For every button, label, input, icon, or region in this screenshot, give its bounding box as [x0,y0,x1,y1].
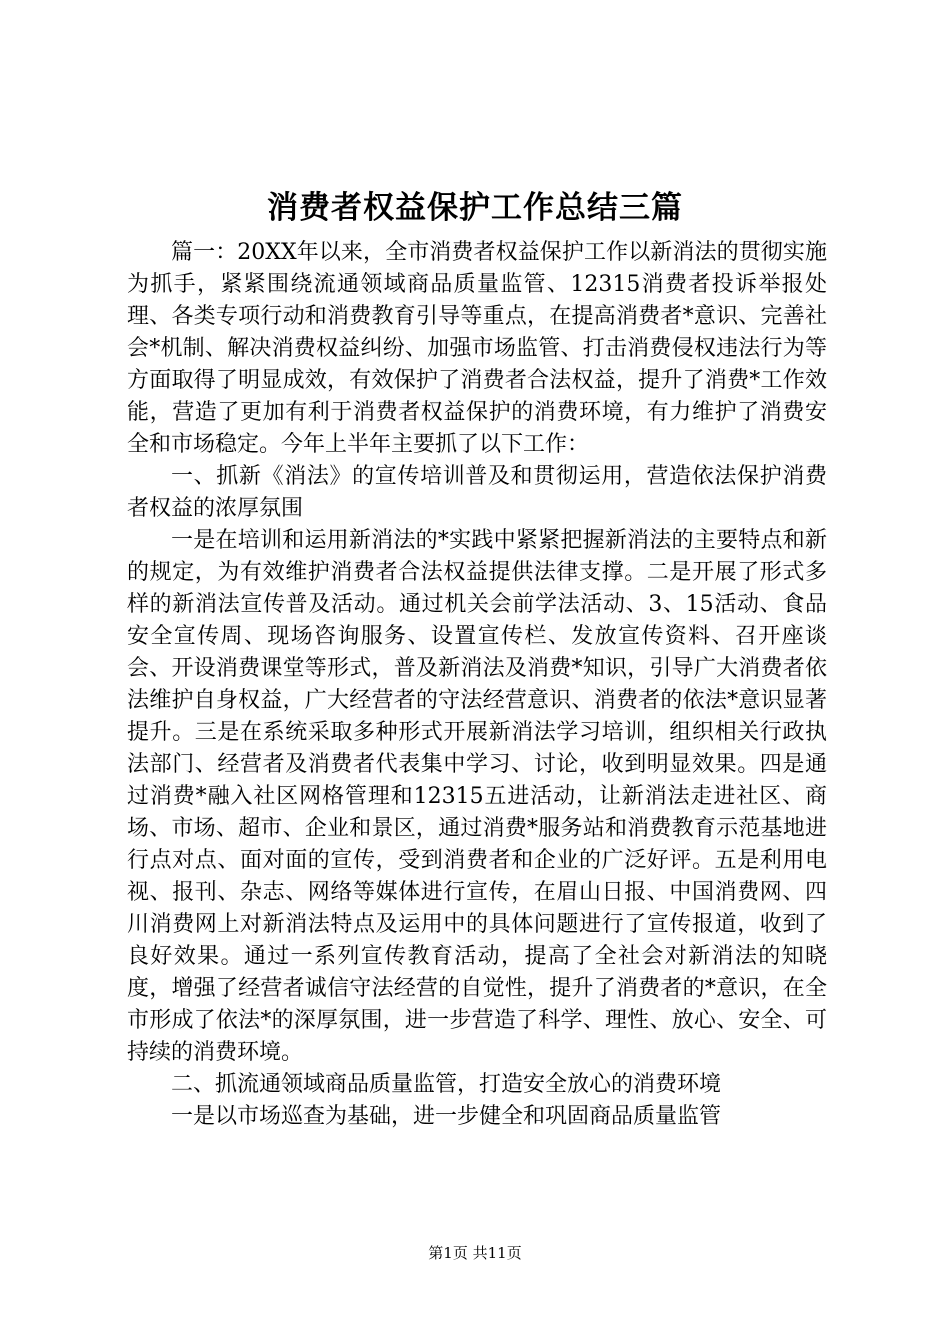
paragraph-section-1: 一是在培训和运用新消法的*实践中紧紧把握新消法的主要特点和新的规定，为有效维护消费者合法权益提供法律支撑。二是开展了形式多样的新消法宣传普及活动。通过机关会前学法活动、3、15活动、食品安全宣传周、现场咨询服务、设置宣传栏、发放宣传资料、召开座谈会、开设消费课堂等形式，普及新消法及消费*知识，引导广大消费者依法维护自身权益，广大经营者的守法经营意识、消费者的依法*意识显著提升。三是在系统采取多种形式开展新消法学习培训，组织相关行政执法部门、经营者及消费者代表集中学习、讨论，收到明显效果。四是通过消费*融入社区网格管理和12315五进活动，让新消法走进社区、商场、市场、超市、企业和景区，通过消费*服务站和消费教育示范基地进行点对点、面对面的宣传，受到消费者和企业的广泛好评。五是利用电视、报刊、杂志、网络等媒体进行宣传，在眉山日报、中国消费网、四川消费网上对新消法特点及运用中的具体问题进行了宣传报道，收到了良好效果。通过一系列宣传教育活动，提高了全社会对新消法的知晓度，增强了经营者诚信守法经营的自觉性，提升了消费者的*意识，在全市形成了依法*的深厚氛围，进一步营造了科学、理性、放心、安全、可持续的消费环境。 [127,528,827,1065]
paragraph-intro: 篇一：20XX年以来，全市消费者权益保护工作以新消法的贯彻实施为抓手，紧紧围绕流通领域商品质量监管、12315消费者投诉举报处理、各类专项行动和消费教育引导等重点，在提高消费者*意识、完善社会*机制、解决消费权益纠纷、加强市场监管、打击消费侵权违法行为等方面取得了明显成效，有效保护了消费者合法权益，提升了消费*工作效能，营造了更加有利于消费者权益保护的消费环境，有力维护了消费安全和市场稳定。今年上半年主要抓了以下工作： [127,240,827,457]
section-heading-1: 一、抓新《消法》的宣传培训普及和贯彻运用，营造依法保护消费者权益的浓厚氛围 [127,464,827,521]
section-heading-2: 二、抓流通领域商品质量监管，打造安全放心的消费环境 [171,1072,722,1097]
paragraph-section-2: 一是以市场巡查为基础，进一步健全和巩固商品质量监管 [171,1104,722,1129]
document-title: 消费者权益保护工作总结三篇 [267,190,683,226]
document-body [127,237,827,1133]
page-footer: 第1页 共11页 [428,1244,522,1262]
